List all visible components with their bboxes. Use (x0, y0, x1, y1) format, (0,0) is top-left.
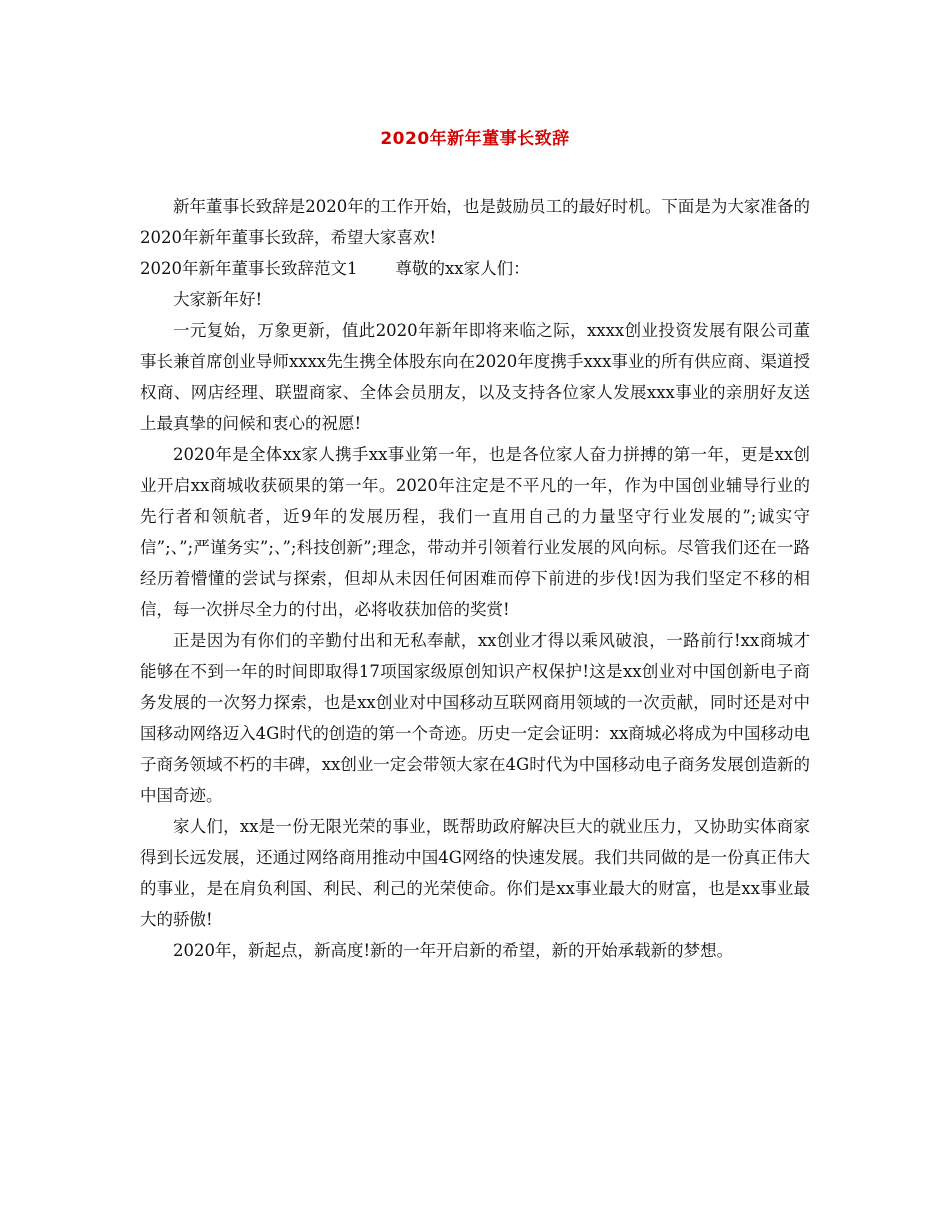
salutation: 尊敬的xx家人们： (395, 259, 530, 278)
greeting: 大家新年好! (173, 290, 263, 309)
document-title: 2020年新年董事长致辞 (380, 129, 570, 149)
body-paragraph: 一元复始，万象更新，值此2020年新年即将来临之际，xxxx创业投资发展有限公司董事长兼首席创业导师xxxx先生携全体股东向在2020年度携手xxx事业的所有供应商、渠道授权商、网店经理、联盟商家、全体会员朋友，以及支持各位家人发展xxx事业的亲朋好友送上最真挚的问候和衷心的祝愿! (140, 321, 810, 433)
intro-paragraph: 新年董事长致辞是2020年的工作开始，也是鼓励员工的最好时机。下面是为大家准备的2020年新年董事长致辞，希望大家喜欢! (140, 197, 810, 247)
body-paragraph: 家人们，xx是一份无限光荣的事业，既帮助政府解决巨大的就业压力，又协助实体商家得到长远发展，还通过网络商用推动中国4G网络的快速发展。我们共同做的是一份真正伟大的事业，是在肩负利国、利民、利己的光荣使命。你们是xx事业最大的财富，也是xx事业最大的骄傲! (140, 817, 810, 929)
body-paragraph: 2020年是全体xx家人携手xx事业第一年，也是各位家人奋力拼搏的第一年，更是xx创业开启xx商城收获硕果的第一年。2020年注定是不平凡的一年，作为中国创业辅导行业的先行者和领航者，近9年的发展历程，我们一直用自己的力量坚守行业发展的”;诚实守信”;、”;严谨务实”;、”;科技创新”;理念，带动并引领着行业发展的风向标。尽管我们还在一路经历着懵懂的尝试与探索，但却从未因任何困难而停下前进的步伐!因为我们坚定不移的相信，每一次拼尽全力的付出，必将收获加倍的奖赏! (140, 445, 810, 619)
sample-heading-line (140, 253, 810, 284)
document-body (140, 191, 810, 966)
body-paragraph: 2020年，新起点，新高度!新的一年开启新的希望，新的开始承载新的梦想。 (173, 941, 734, 960)
sample-heading: 2020年新年董事长致辞范文1 (140, 259, 358, 278)
body-paragraph: 正是因为有你们的辛勤付出和无私奉献，xx创业才得以乘风破浪，一路前行!xx商城才能够在不到一年的时间即取得17项国家级原创知识产权保护!这是xx创业对中国创新电子商务发展的一次努力探索，也是xx创业对中国移动互联网商用领域的一次贡献，同时还是对中国移动网络迈入4G时代的创造的第一个奇迹。历史一定会证明：xx商城必将成为中国移动电子商务领域不朽的丰碑，xx创业一定会带领大家在4G时代为中国移动电子商务发展创造新的中国奇迹。 (140, 631, 810, 805)
